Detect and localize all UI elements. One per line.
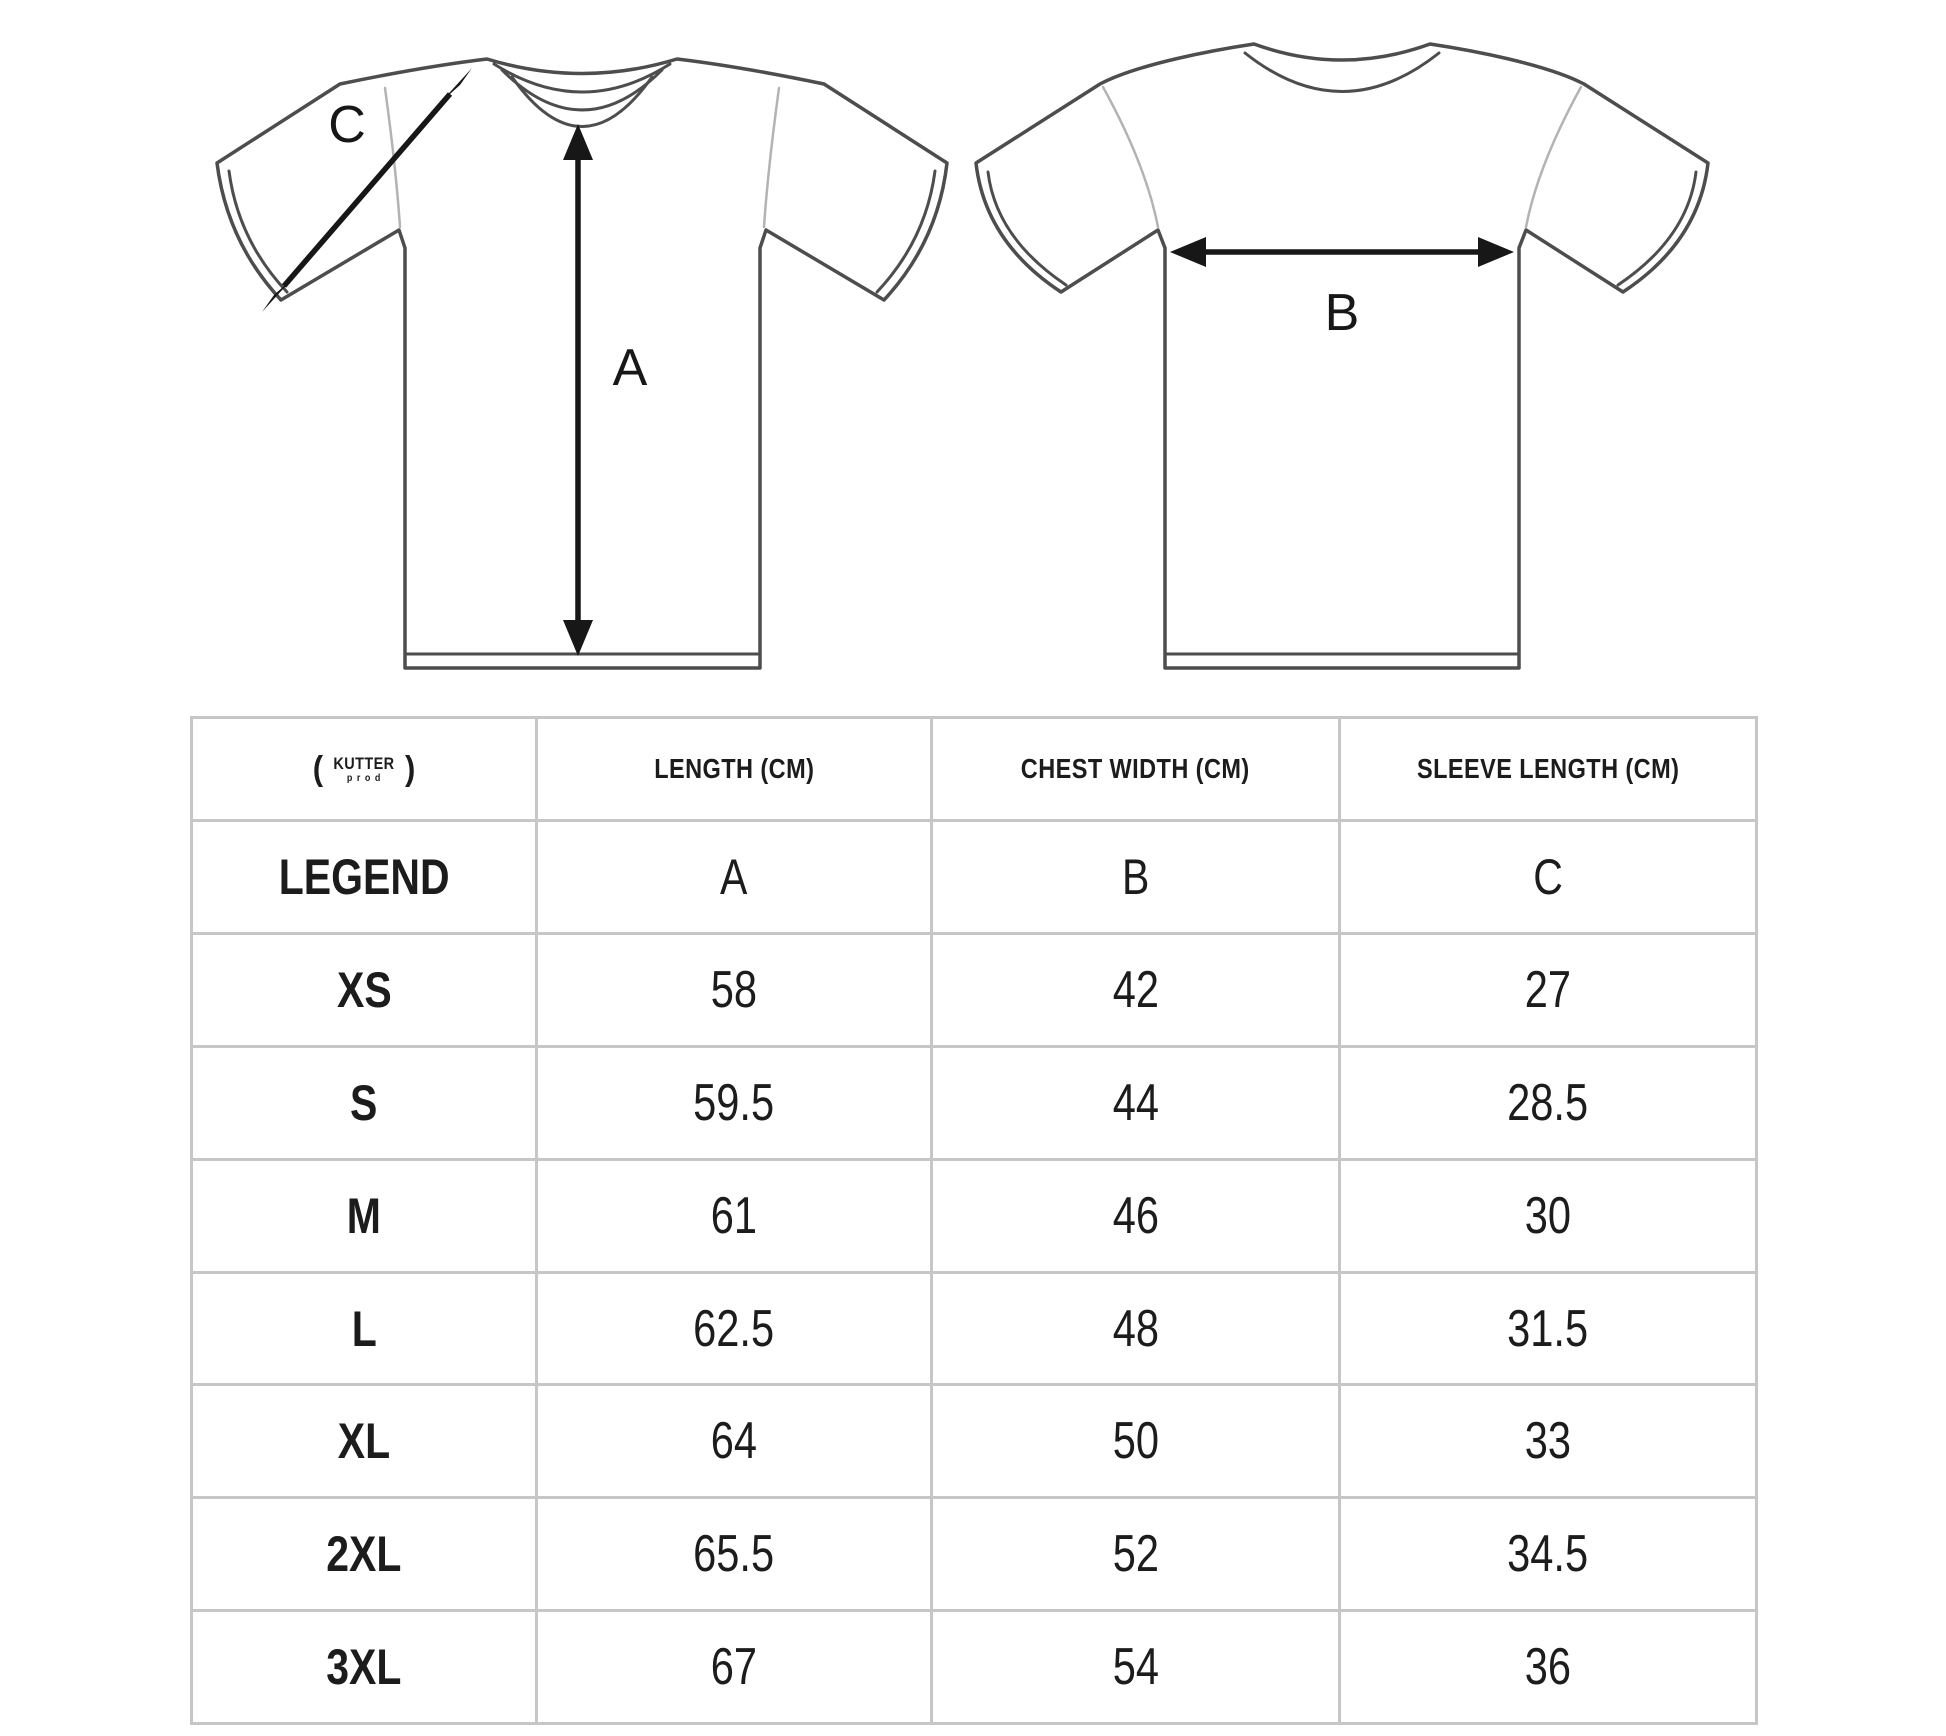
value-text: 61 [710,1186,758,1245]
value-text: 33 [1524,1412,1572,1471]
legend-sleeve-letter [1338,819,1755,932]
value-2xl-sleeve [1338,1496,1755,1609]
col-header-sleeve-label: SLEEVE LENGTH (CM) [1416,753,1680,784]
value-s-sleeve [1338,1045,1755,1158]
brand-logo [312,748,416,789]
length-arrow-label: A [612,339,648,397]
value-text: 64 [710,1412,758,1471]
col-header-sleeve [1338,719,1755,819]
value-l-chest [930,1271,1338,1384]
value-xs-chest [930,932,1338,1045]
value-m-sleeve [1338,1158,1755,1271]
legend-row-label [193,819,535,932]
size-label-text: M [346,1187,382,1244]
size-label-text: 2XL [326,1526,402,1583]
size-label-text: L [351,1300,377,1357]
value-3xl-chest [930,1609,1338,1722]
value-l-sleeve [1338,1271,1755,1384]
value-text: 59.5 [693,1073,775,1132]
size-label-text: XL [337,1413,391,1470]
value-3xl-length [535,1609,930,1722]
value-s-length [535,1045,930,1158]
brand-subtitle: prod [347,772,386,784]
col-header-length [535,719,930,819]
value-s-chest [930,1045,1338,1158]
value-text: 36 [1524,1638,1572,1697]
value-m-length [535,1158,930,1271]
value-xs-length [535,932,930,1045]
value-text: 27 [1524,960,1572,1019]
legend-length-letter [535,819,930,932]
brand-text [328,755,400,784]
value-text: 62.5 [693,1299,775,1358]
chest-arrow-label: B [1324,284,1360,342]
size-label-2xl [193,1496,535,1609]
brand-paren-close: ) [404,748,416,789]
sleeve-arrow-label: C [328,96,366,154]
value-text: 54 [1112,1638,1159,1697]
value-xl-length [535,1383,930,1496]
size-label-l [193,1271,535,1384]
value-3xl-sleeve [1338,1609,1755,1722]
legend-chest-text: B [1121,848,1150,905]
legend-label-text: LEGEND [278,848,450,905]
value-text: 31.5 [1507,1299,1589,1358]
size-label-3xl [193,1609,535,1722]
legend-sleeve-text: C [1533,848,1563,905]
value-2xl-chest [930,1496,1338,1609]
col-header-length-label: LENGTH (CM) [653,753,815,784]
value-text: 52 [1112,1525,1159,1584]
col-header-chest [930,719,1338,819]
value-text: 65.5 [693,1525,775,1584]
value-m-chest [930,1158,1338,1271]
value-2xl-length [535,1496,930,1609]
size-label-m [193,1158,535,1271]
back-shirt [976,44,1708,668]
size-label-xl [193,1383,535,1496]
brand-name: KUTTER [333,753,395,773]
legend-length-text: A [720,848,748,905]
back-shirt-outline [976,44,1708,668]
value-l-length [535,1271,930,1384]
size-chart-table [190,716,1758,1725]
value-text: 48 [1112,1299,1159,1358]
size-label-text: XS [336,961,392,1018]
value-xs-sleeve [1338,932,1755,1045]
size-label-xs [193,932,535,1045]
brand-paren-open: ( [312,748,324,789]
value-text: 42 [1112,960,1159,1019]
value-text: 28.5 [1507,1073,1589,1132]
size-label-text: 3XL [326,1639,402,1696]
value-xl-chest [930,1383,1338,1496]
value-text: 50 [1112,1412,1159,1471]
value-text: 67 [710,1638,758,1697]
value-text: 46 [1112,1186,1159,1245]
size-label-s [193,1045,535,1158]
value-text: 34.5 [1507,1525,1589,1584]
col-header-chest-label: CHEST WIDTH (CM) [1021,753,1250,784]
legend-chest-letter [930,819,1338,932]
value-xl-sleeve [1338,1383,1755,1496]
value-text: 44 [1112,1073,1159,1132]
brand-cell [193,719,535,819]
size-label-text: S [350,1074,378,1131]
value-text: 30 [1524,1186,1572,1245]
value-text: 58 [710,960,758,1019]
measurement-diagram [0,0,1946,714]
